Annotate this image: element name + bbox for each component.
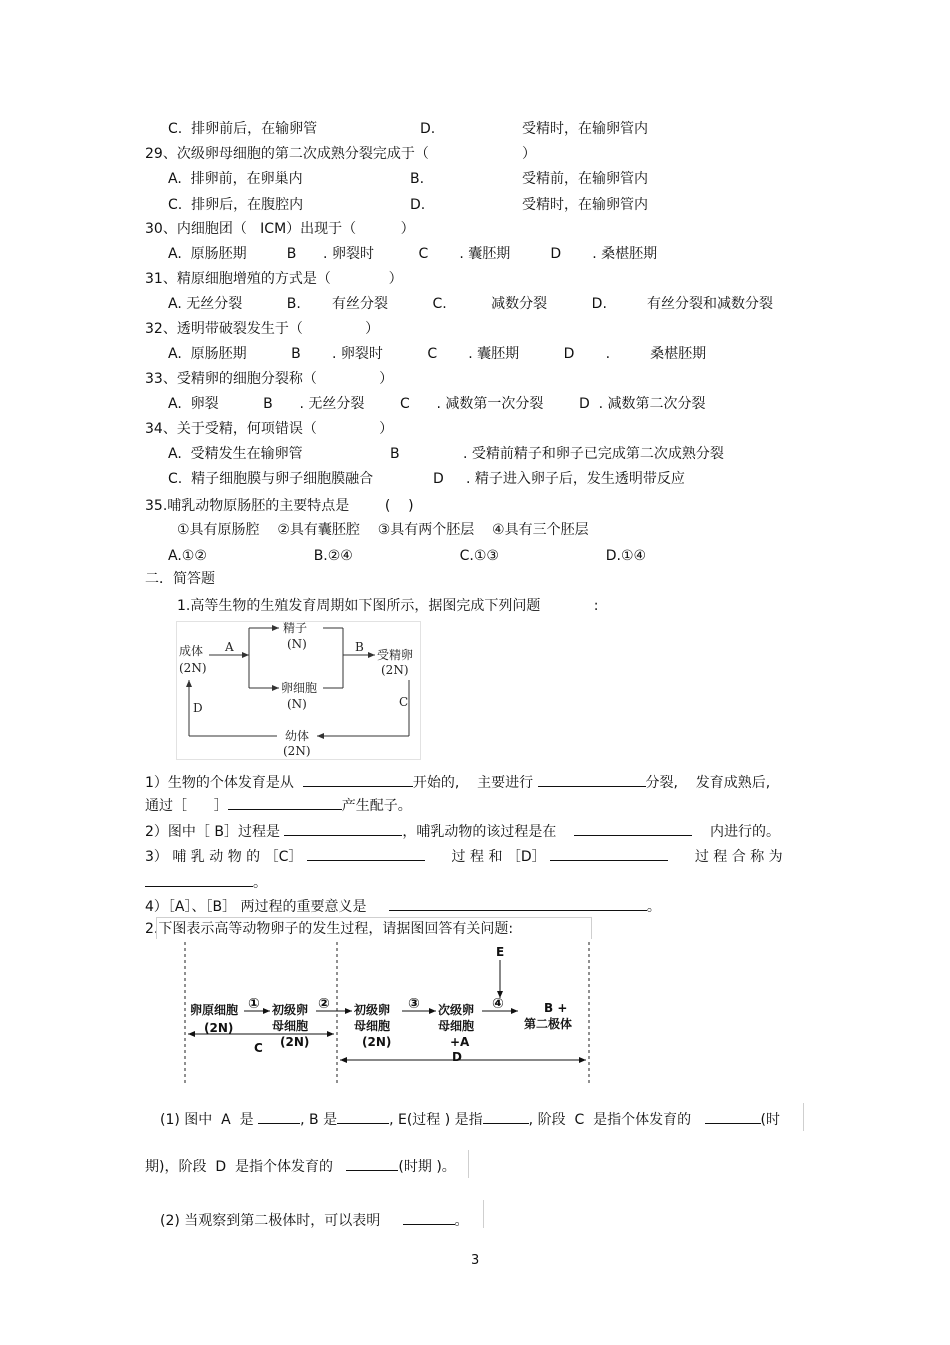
q1-line3-text-b: ，哺乳动物的该过程是在 — [402, 824, 557, 840]
arrow-c-label: C — [399, 695, 409, 709]
life-cycle-svg — [177, 622, 420, 759]
arrow-d-label: D — [193, 701, 203, 715]
mc-line: A. 原肠胚期 B . 卵裂时 C . 囊胚期 D . 桑椹胚期 — [168, 346, 707, 362]
mc-line: A. 排卵前，在卵巢内 — [168, 171, 303, 187]
mc-line: 受精时，在输卵管内 — [522, 197, 648, 213]
oogenesis-svg — [182, 940, 598, 1086]
zygote-label: 受精卵 — [377, 648, 414, 662]
q1-blank-9[interactable] — [389, 896, 647, 911]
mc-line: 31、精原细胞增殖的方式是（ ） — [145, 271, 403, 287]
mc-line: D. — [410, 197, 426, 213]
sperm-n-label: (N) — [287, 637, 307, 651]
q1-line1-text-c: 分裂, 发育成熟后, — [645, 775, 771, 791]
q1-line1-text-b: 开始的, 主要进行 — [412, 775, 534, 791]
page-number: 3 — [471, 1253, 480, 1268]
q1-line5 — [145, 872, 267, 892]
mc-line: 29、次级卵母细胞的第二次成熟分裂完成于（ — [145, 146, 429, 162]
arrow-b-label: B — [355, 640, 364, 654]
q1-line1-text-a: 1）生物的个体发育是从 — [145, 775, 294, 791]
egg-n-label: (N) — [287, 697, 307, 711]
q2-blank-4[interactable] — [705, 1109, 761, 1124]
q1-blank-1[interactable] — [303, 772, 413, 787]
mc-line: . 受精前精子和卵子已完成第二次成熟分裂 — [463, 446, 724, 462]
q1-blank-6[interactable] — [307, 846, 425, 861]
q2-line1-text-d: , 阶段 C 是指个体发育的 — [528, 1112, 692, 1128]
q1-line2-text-a: 通过［ ］ — [145, 798, 228, 814]
q1-blank-8[interactable] — [145, 872, 253, 887]
mc-line: 受精前，在输卵管内 — [522, 171, 648, 187]
egg-label: 卵细胞 — [281, 681, 318, 695]
q1-line4 — [145, 846, 783, 866]
e-label: E — [496, 945, 505, 959]
final-label-a: B + — [544, 1001, 568, 1015]
q1-line6 — [145, 896, 661, 916]
mc-line: C. 精子细胞膜与卵子细胞膜融合 — [168, 471, 374, 487]
q2-line3-text-b: 。 — [454, 1213, 469, 1229]
q1-line3-text-c: 内进行的。 — [710, 824, 781, 840]
step4-label: ④ — [492, 996, 504, 1012]
q2-line1-text-b: , B 是 — [300, 1112, 338, 1128]
q1-line6-text-b: 。 — [646, 899, 661, 915]
primary2-n-label: (2N) — [362, 1035, 392, 1049]
mc-line: 32、透明带破裂发生于（ ） — [145, 321, 380, 337]
step1-label: ① — [248, 996, 260, 1012]
mc-line: ①具有原肠腔 ②具有囊胚腔 ③具有两个胚层 ④具有三个胚层 — [177, 522, 589, 538]
q1-line5-text: 。 — [253, 875, 267, 891]
q1-line3 — [145, 821, 780, 841]
final-label-b: 第二极体 — [524, 1017, 573, 1031]
q2-line1-text-e: (时 — [760, 1112, 780, 1128]
zygote-n-label: (2N) — [381, 663, 409, 677]
juvenile-label: 幼体 — [285, 729, 310, 743]
q2-line1-text-c: , E(过程 ) 是指 — [389, 1112, 483, 1128]
step3-label: ③ — [408, 996, 420, 1012]
q1-line4-text-c: 过 程 合 称 为 — [694, 849, 783, 865]
q1-line1 — [145, 772, 770, 792]
q1-line4-text-a: 3） 哺 乳 动 物 的 ［C］ — [145, 849, 303, 865]
mc-line: A. 受精发生在输卵管 — [168, 446, 303, 462]
q1-blank-7[interactable] — [550, 846, 668, 861]
mc-line: A. 卵裂 B . 无丝分裂 C . 减数第一次分裂 D . 减数第二次分裂 — [168, 396, 706, 412]
q2-line2-text-b: (时期 )。 — [398, 1159, 456, 1175]
primary1-n-label: (2N) — [280, 1035, 310, 1049]
arrow-a-label: A — [225, 640, 234, 654]
q2-line2 — [145, 1156, 456, 1176]
q2-line1-text-a: (1) 图中 A 是 — [160, 1112, 254, 1128]
q2-line2-text-a: 期)，阶段 D 是指个体发育的 — [145, 1159, 334, 1175]
q2-blank-2[interactable] — [337, 1109, 389, 1124]
q1-line6-text-a: 4）［A］、［B］ 两过程的重要意义是 — [145, 899, 367, 915]
c-label: C — [254, 1041, 263, 1055]
primary2-label-b: 母细胞 — [354, 1019, 391, 1033]
d-letter: D — [452, 1050, 462, 1064]
mc-line: 34、关于受精，何项错误（ ） — [145, 421, 394, 437]
mc-line: C. 排卵后，在腹腔内 — [168, 197, 304, 213]
oogonium-n-label: (2N) — [204, 1021, 234, 1035]
q1-line3-text-a: 2）图中［ B］过程是 — [145, 824, 280, 840]
mc-line: 1.高等生物的生殖发育周期如下图所示，据图完成下列问题 : — [177, 598, 599, 614]
q2-blank-1[interactable] — [258, 1109, 300, 1124]
primary1-label-a: 初级卵 — [272, 1003, 309, 1017]
q1-blank-5[interactable] — [574, 821, 692, 836]
oogonium-label: 卵原细胞 — [190, 1003, 239, 1017]
q2-blank-3[interactable] — [483, 1109, 529, 1124]
mc-line: A. 原肠胚期 B . 卵裂时 C . 囊胚期 D . 桑椹胚期 — [168, 246, 658, 262]
mc-line: A. 无丝分裂 B. 有丝分裂 C. 减数分裂 D. 有丝分裂和减数分裂 — [168, 296, 773, 312]
mc-line: B. — [410, 171, 425, 187]
q2-title: 2.下图表示高等动物卵子的发生过程，请据图回答有关问题: — [145, 921, 514, 937]
q2-blank-5[interactable] — [346, 1156, 398, 1171]
mc-line: A.①② B.②④ C.①③ D.①④ — [168, 548, 647, 564]
sperm-label: 精子 — [283, 622, 308, 635]
adult-label: 成体 — [179, 644, 204, 658]
mc-line: 受精时，在输卵管内 — [522, 121, 648, 137]
adult-n-label: (2N) — [179, 661, 207, 675]
q1-blank-4[interactable] — [284, 821, 402, 836]
mc-line: 30、内细胞团（ ICM）出现于（ ） — [145, 221, 415, 237]
primary2-label-a: 初级卵 — [354, 1003, 391, 1017]
life-cycle-diagram — [176, 621, 421, 760]
secondary-label-c: +A — [450, 1035, 470, 1049]
mc-line: C. 排卵前后，在输卵管 — [168, 121, 318, 137]
mc-line: B — [390, 446, 400, 462]
q1-line2 — [145, 795, 412, 815]
primary1-label-b: 母细胞 — [272, 1019, 309, 1033]
mc-line: D . 精子进入卵子后，发生透明带反应 — [433, 471, 685, 487]
mc-line: 35.哺乳动物原肠胚的主要特点是 ( ) — [145, 498, 414, 514]
juvenile-n-label: (2N) — [283, 744, 311, 758]
oogenesis-diagram — [182, 940, 598, 1086]
q2-line3-text-a: (2) 当观察到第二极体时，可以表明 — [160, 1213, 381, 1229]
secondary-label-b: 母细胞 — [438, 1019, 475, 1033]
mc-line: D. — [420, 121, 436, 137]
q1-line2-text-b: 产生配子。 — [341, 798, 412, 814]
q2-line1 — [160, 1109, 780, 1129]
mc-line: ） — [522, 146, 536, 162]
secondary-label-a: 次级卵 — [438, 1003, 475, 1017]
q1-line4-text-b: 过 程 和 ［D］ — [451, 849, 546, 865]
mc-line: 33、受精卵的细胞分裂称（ ） — [145, 371, 394, 387]
mc-line: 二．简答题 — [145, 571, 215, 587]
step2-label: ② — [318, 996, 330, 1012]
q1-blank-2[interactable] — [538, 772, 646, 787]
q1-blank-3[interactable] — [228, 795, 342, 810]
q2-line3 — [160, 1210, 469, 1230]
q2-blank-6[interactable] — [403, 1210, 455, 1225]
